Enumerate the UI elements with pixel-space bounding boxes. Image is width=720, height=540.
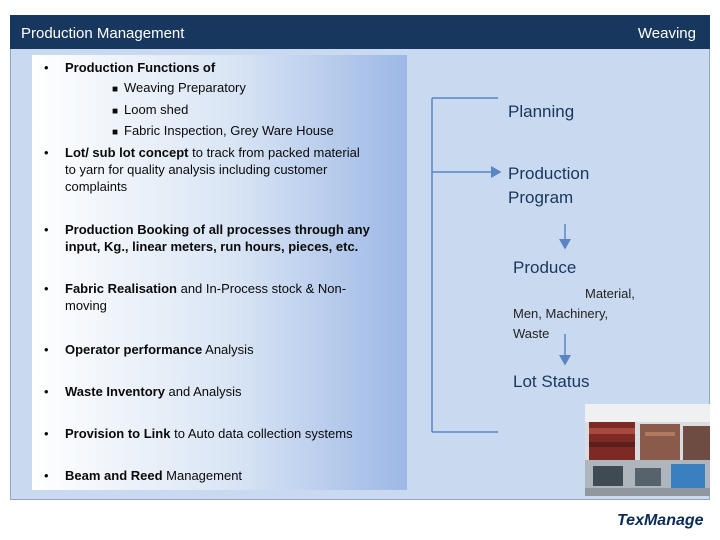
bullet-icon: • — [44, 342, 49, 357]
header-title: Production Management — [21, 25, 185, 42]
flow-material-line2: Men, Machinery, — [513, 306, 609, 321]
sub-list-item-text: Weaving Preparatory — [124, 80, 246, 95]
list-item-text: Waste Inventory and Analysis — [65, 384, 242, 399]
bullet-icon: • — [44, 145, 49, 160]
list-item-text: moving — [65, 298, 107, 313]
bullet-icon: • — [44, 426, 49, 441]
list-item-text: Lot/ sub lot concept to track from packed material — [65, 145, 360, 160]
flow-production-line2: Program — [508, 188, 574, 207]
bullet-icon: • — [44, 60, 49, 75]
header-section: Weaving — [637, 25, 696, 42]
list-item-text: complaints — [65, 179, 128, 194]
sub-list-item-text: Fabric Inspection, Grey Ware House — [124, 123, 334, 138]
list-item-text: Operator performance Analysis — [65, 342, 254, 357]
list-item-text: Production Functions of — [65, 60, 216, 75]
sub-list-item-text: Loom shed — [124, 102, 189, 117]
flow-lot-status: Lot Status — [513, 372, 590, 391]
flow-material-line3: Waste — [513, 326, 550, 341]
weaving-loom-photo — [585, 404, 710, 496]
list-item-text: to yarn for quality analysis including customer — [65, 162, 328, 177]
flow-material-line1: Material, — [585, 286, 635, 301]
list-item-text: Production Booking of all processes through any — [65, 222, 370, 237]
square-bullet-icon: ■ — [112, 127, 119, 138]
flow-planning: Planning — [508, 102, 575, 121]
square-bullet-icon: ■ — [112, 106, 119, 117]
texmanage-logo: TexManage — [617, 512, 704, 529]
list-item-text: Fabric Realisation and In-Process stock & Non- — [65, 281, 347, 296]
bullet-icon: • — [44, 222, 49, 237]
bullet-icon: • — [44, 468, 49, 483]
list-item-text: Provision to Link to Auto data collection systems — [65, 426, 353, 441]
flow-produce: Produce — [513, 258, 577, 277]
list-item-text: input, Kg., linear meters, run hours, pieces, etc. — [65, 239, 359, 254]
flow-production-line1: Production — [508, 164, 590, 183]
bullet-icon: • — [44, 281, 49, 296]
list-item-text: Beam and Reed Management — [65, 468, 243, 483]
square-bullet-icon: ■ — [112, 84, 119, 95]
bullet-icon: • — [44, 384, 49, 399]
